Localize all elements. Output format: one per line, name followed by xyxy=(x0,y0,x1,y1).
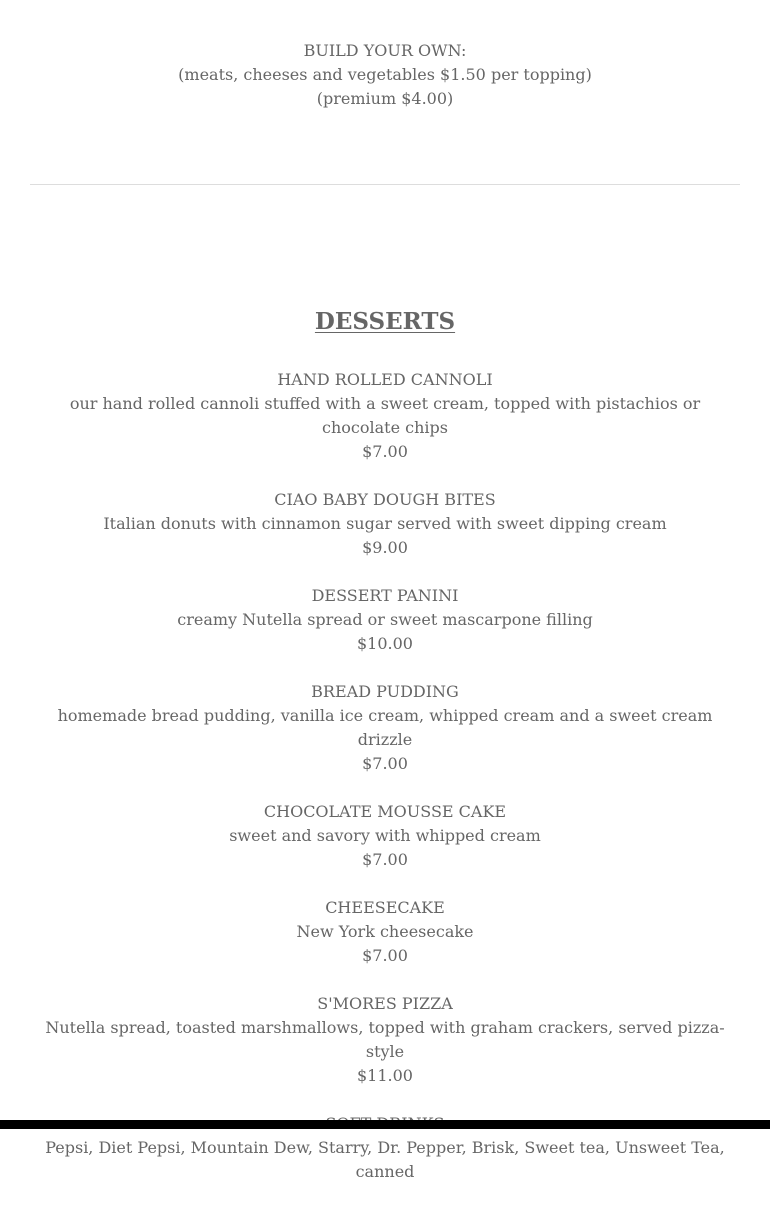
menu-item-name: CHOCOLATE MOUSSE CAKE xyxy=(263,802,507,821)
menu-item-name: BREAD PUDDING xyxy=(311,682,459,701)
menu-item-description: sweet and savory with whipped cream xyxy=(229,826,541,845)
build-your-own-topping-price: (meats, cheeses and vegetables $1.50 per topping) xyxy=(178,65,592,84)
menu-item-name: CIAO BABY DOUGH BITES xyxy=(274,490,496,509)
build-your-own-premium-price: (premium $4.00) xyxy=(316,89,454,108)
menu-item-description: New York cheesecake xyxy=(296,922,474,941)
menu-item-description: our hand rolled cannoli stuffed with a sweet cream, topped with pistachios or chocolate chips xyxy=(69,394,701,437)
build-your-own-title: BUILD YOUR OWN: xyxy=(303,41,467,60)
menu-item xyxy=(30,992,740,1088)
desserts-heading: DESSERTS xyxy=(314,308,456,335)
menu-item xyxy=(30,488,740,560)
bottom-bar xyxy=(0,1120,770,1129)
menu-item xyxy=(30,800,740,872)
menu-item-price: $7.00 xyxy=(362,946,408,965)
menu-item-description: homemade bread pudding, vanilla ice cream, whipped cream and a sweet cream drizzle xyxy=(57,706,713,749)
menu-item-name: HAND ROLLED CANNOLI xyxy=(277,370,493,389)
menu-item-name: S'MORES PIZZA xyxy=(317,994,453,1013)
menu-item-price: $7.00 xyxy=(362,850,408,869)
menu-item xyxy=(30,896,740,968)
section-divider xyxy=(30,184,740,185)
build-your-own-section xyxy=(0,39,770,111)
menu-item xyxy=(30,584,740,656)
menu-item-description: creamy Nutella spread or sweet mascarpone filling xyxy=(177,610,593,629)
menu-item-price: $11.00 xyxy=(357,1066,413,1085)
menu-item-description: Italian donuts with cinnamon sugar served with sweet dipping cream xyxy=(103,514,667,533)
menu-item-price: $10.00 xyxy=(357,634,413,653)
menu-item-name: DESSERT PANINI xyxy=(311,586,459,605)
menu-item-price: $7.00 xyxy=(362,754,408,773)
menu-item-description: Nutella spread, toasted marshmallows, topped with graham crackers, served pizza-style xyxy=(45,1018,725,1061)
menu-item-description: Pepsi, Diet Pepsi, Mountain Dew, Starry, Dr. Pepper, Brisk, Sweet tea, Unsweet Tea, canned xyxy=(45,1138,725,1181)
menu-item xyxy=(30,680,740,776)
menu-item-price: $7.00 xyxy=(362,442,408,461)
menu-item xyxy=(30,368,740,464)
desserts-list xyxy=(30,368,740,1208)
menu-item-name: CHEESECAKE xyxy=(325,898,445,917)
menu-item-price: $9.00 xyxy=(362,538,408,557)
